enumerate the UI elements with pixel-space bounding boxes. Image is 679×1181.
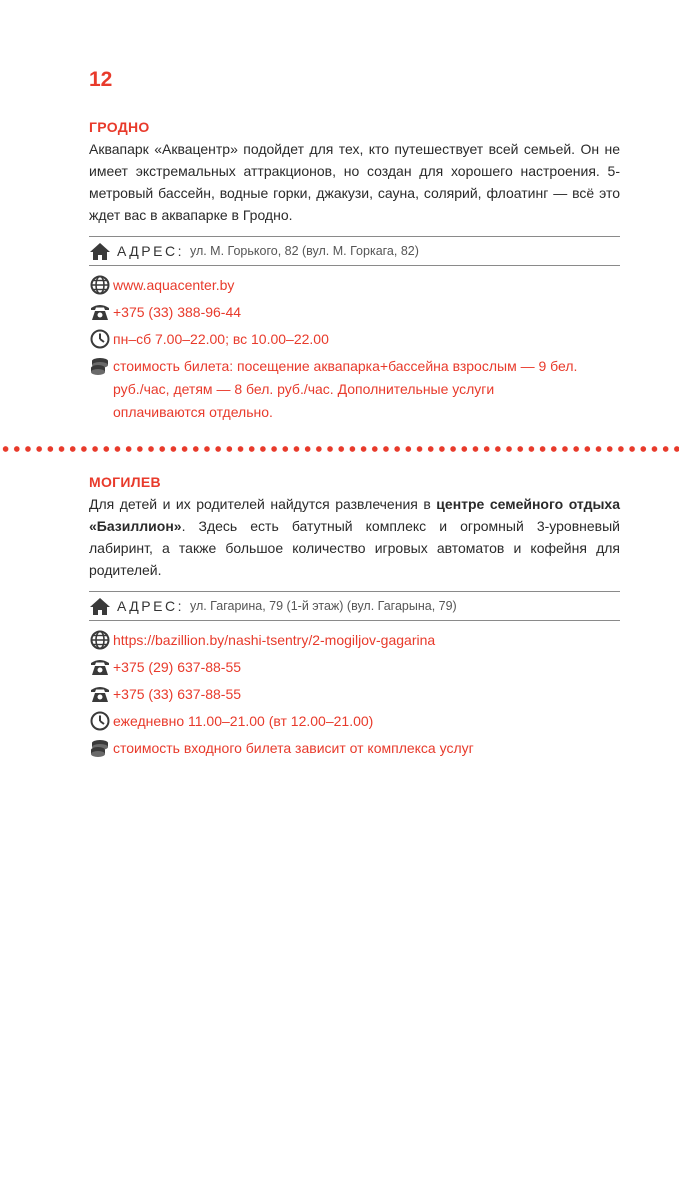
section-title: МОГИЛЕВ [89,474,161,490]
coins-icon [89,738,111,758]
page-number: 12 [89,68,113,91]
phone-row [89,683,620,710]
home-icon [89,596,111,616]
phone-icon [89,684,111,704]
phone-number[interactable]: +375 (29) 637-88-55 [113,659,242,675]
dotted-divider [0,445,679,453]
home-icon [89,241,111,261]
hours-row [89,710,620,737]
coins-icon [89,356,111,376]
website-row[interactable] [89,629,620,656]
section-description [89,493,620,581]
phone-number[interactable]: +375 (33) 388-96-44 [113,304,242,320]
section-description: Аквапарк «Аквацентр» подойдет для тех, кто путешествует всей семьей. Он не имеет экстремальных аттракционов, но создан для хорошего настроения. 5-метровый бассейн, водные горки, джакузи, сауна, солярий, флоатинг — всё это ждет вас в аквапарке в Гродно. [89,141,620,223]
price-row [89,355,620,424]
venue-name: центре семейного отдыха «Базиллион» [89,496,620,534]
phone-number[interactable]: +375 (33) 637-88-55 [113,686,242,702]
info-list [89,629,620,764]
section-title: ГРОДНО [89,119,150,135]
address-label: АДРЕС: [117,598,184,614]
phone-row [89,656,620,683]
phone-icon [89,657,111,677]
globe-icon [89,275,111,295]
info-list [89,274,620,424]
price-row [89,737,620,764]
website-link[interactable]: www.aquacenter.by [113,277,235,293]
address-label: АДРЕС: [117,243,184,259]
address-value: ул. Гагарина, 79 (1-й этаж) (вул. Гагарына, 79) [189,599,457,613]
address-row [89,236,620,266]
phone-row [89,301,620,328]
opening-hours: пн–сб 7.00–22.00; вс 10.00–22.00 [113,331,329,347]
opening-hours: ежедневно 11.00–21.00 (вт 12.00–21.00) [113,713,374,729]
clock-icon [89,329,111,349]
website-link[interactable]: https://bazillion.by/nashi-tsentry/2-mogiljov-gagarina [113,632,436,648]
ticket-price: стоимость входного билета зависит от комплекса услуг [113,740,474,756]
clock-icon [89,711,111,731]
address-value: ул. М. Горького, 82 (вул. М. Горкага, 82) [189,244,419,258]
ticket-price: стоимость билета: посещение аквапарка+бассейна взрослым — 9 бел. руб./час, детям — 8 бел. руб./час. Дополнительные услуги оплачиваются отдельно. [113,358,578,420]
description-text: Для детей и их родителей найдутся развлечения в [89,496,437,512]
website-row[interactable] [89,274,620,301]
phone-icon [89,302,111,322]
address-row [89,591,620,621]
hours-row [89,328,620,355]
section-grodno [89,118,620,424]
description-text: . Здесь есть батутный комплекс и огромный 3-уровневый лабиринт, а также большое количество игровых автоматов и кофейня для родителей. [89,518,620,578]
globe-icon [89,630,111,650]
section-mogilev [89,473,620,764]
